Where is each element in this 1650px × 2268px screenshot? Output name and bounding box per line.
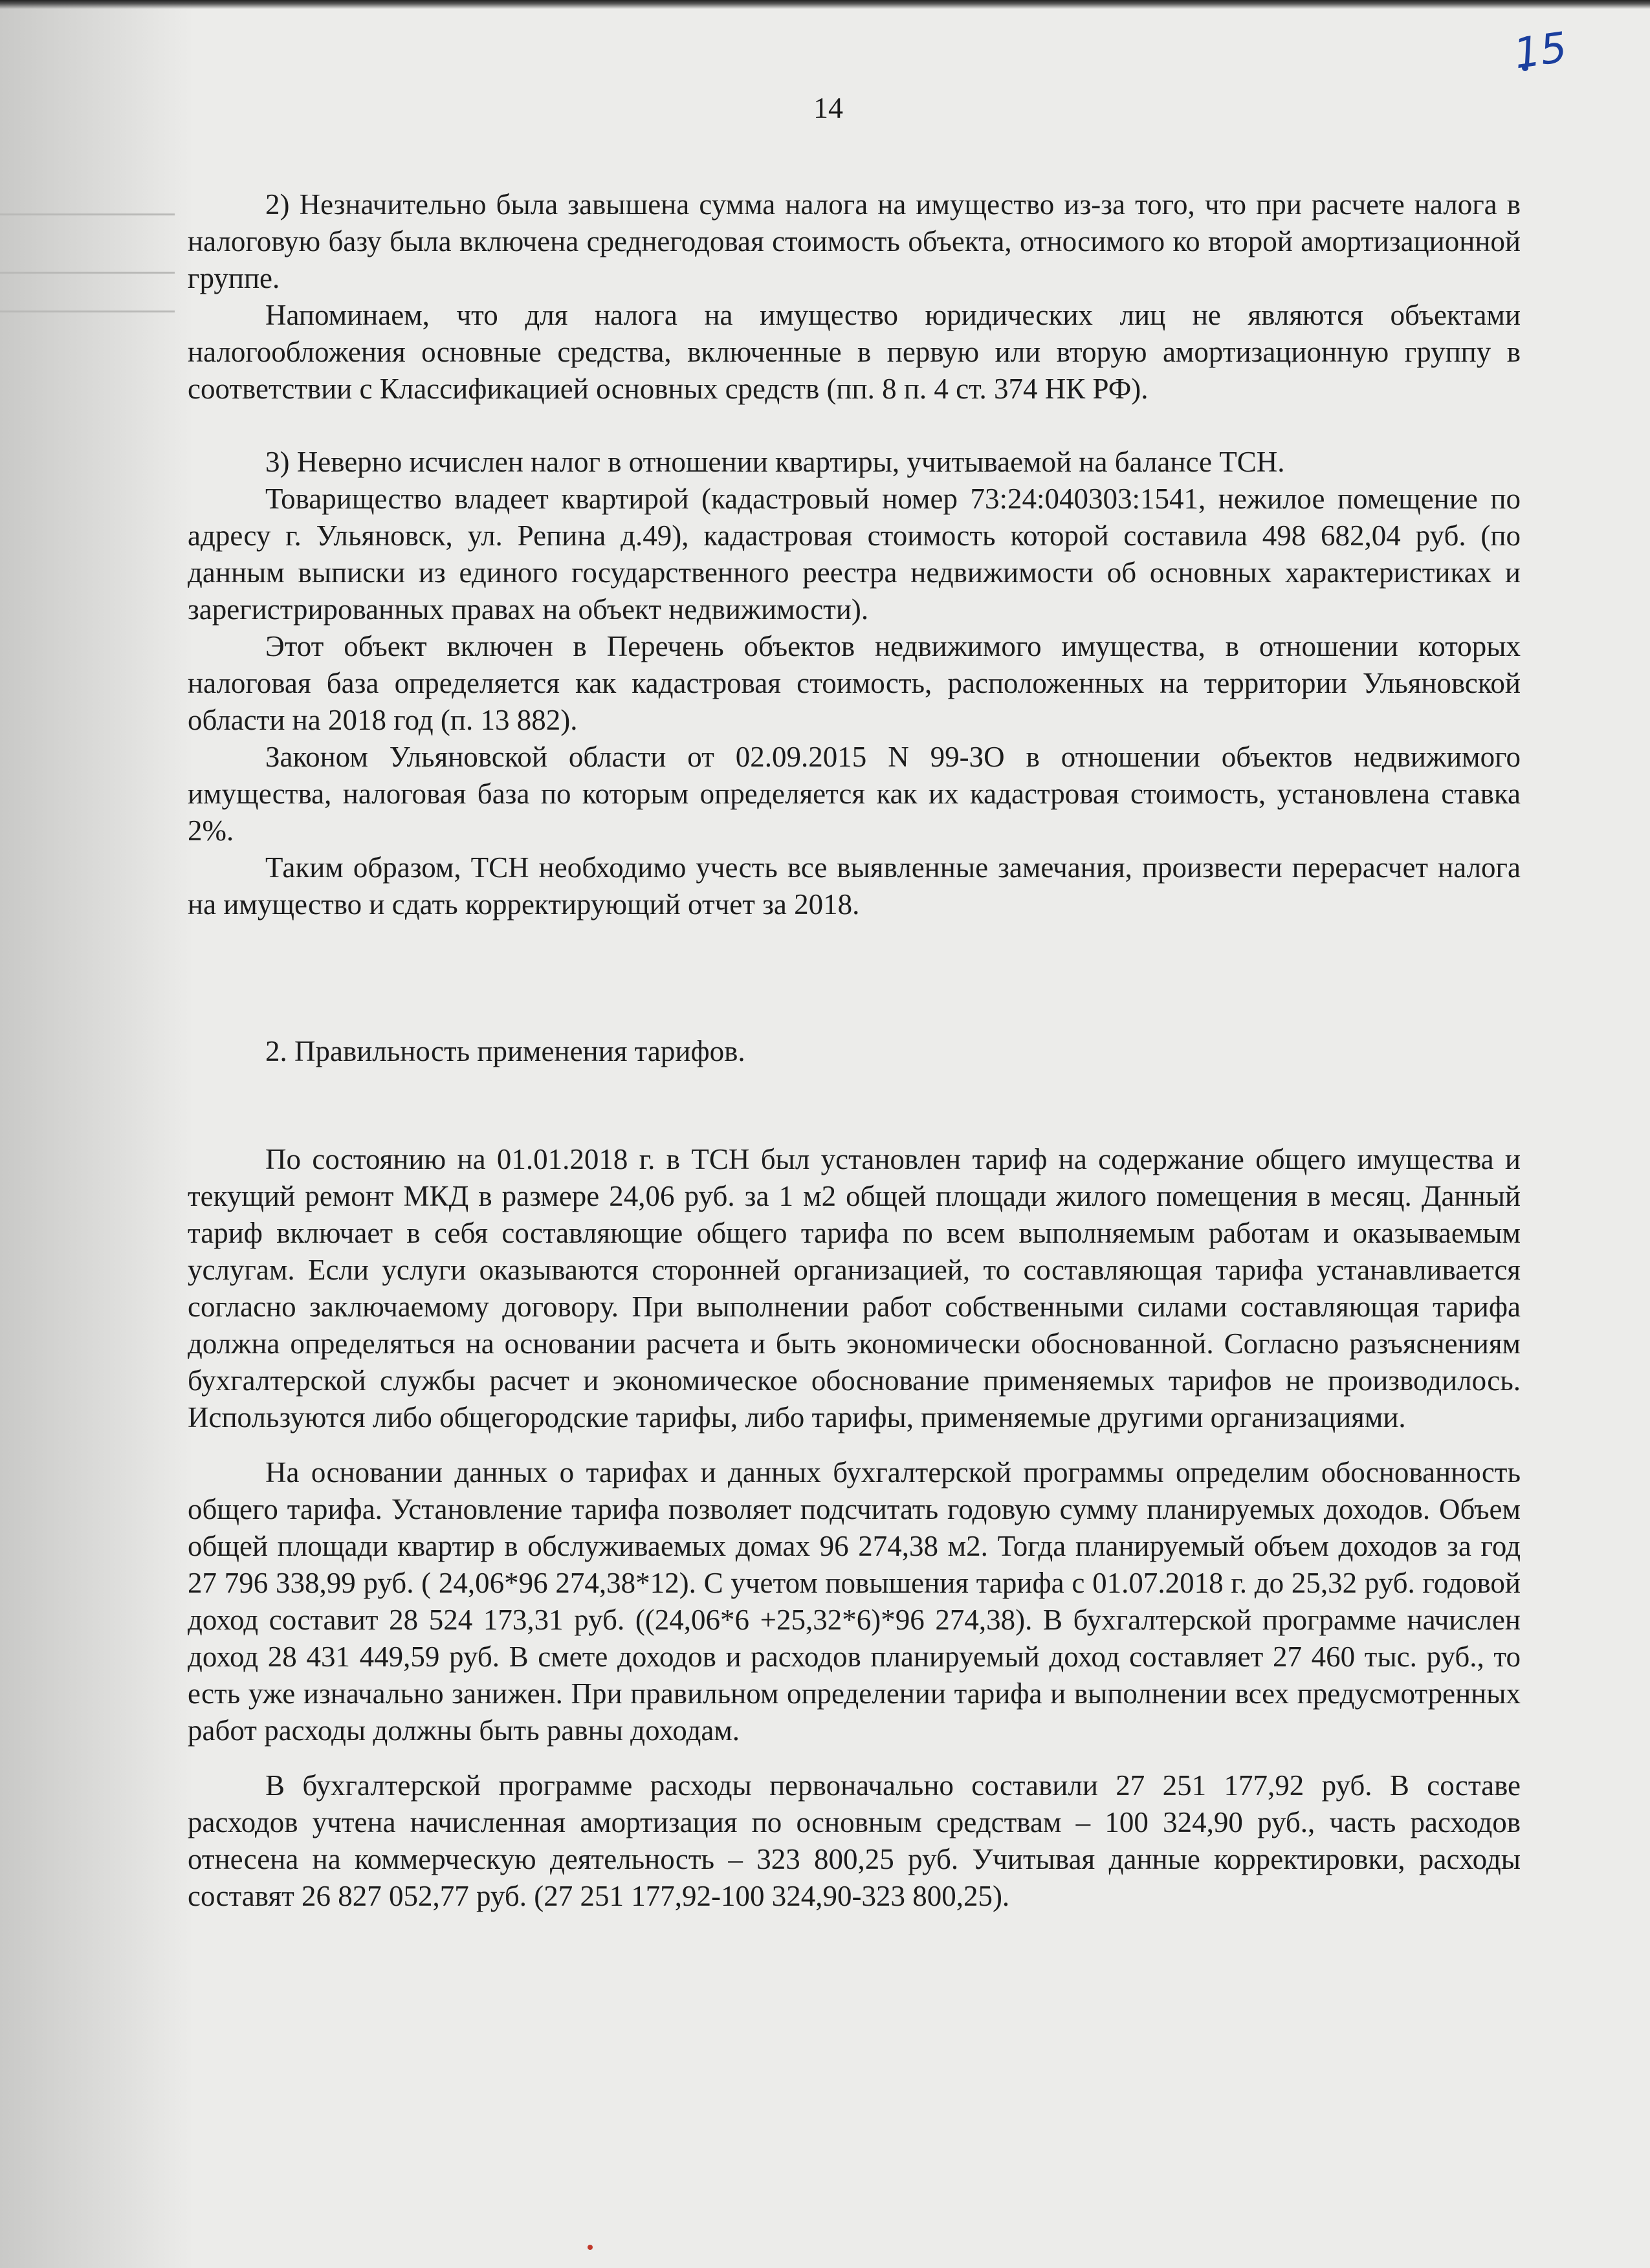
paragraph: В бухгалтерской программе расходы первоначально составили 27 251 177,92 руб. В составе расходов учтена начисленная амортизация по основным средствам – 100 324,90 руб., часть расходов отнесена на коммерческую деятельность – 323 800,25 руб. Учитывая данные корректировки, расходы составят 26 827 052,77 руб. (27 251 177,92-100 324,90-323 800,25). (188, 1769, 1521, 1912)
bleed-through-line (0, 272, 175, 274)
paragraph: По состоянию на 01.01.2018 г. в ТСН был установлен тариф на содержание общего имущества и текущий ремонт МКД в размере 24,06 руб. за 1 м2 общей площади жилого помещения в месяц. Данный тариф включает в себя составляющие общего тарифа по всем выполняемым работам и оказываемым услугам. Если услуги оказываются сторонней организацией, то составляющая тарифа устанавливается согласно заключаемому договору. При выполнении работ собственными силами составляющая тарифа должна определяться на основании расчета и быть экономически обоснованной. Согласно разъяснениям бухгалтерской службы расчет и экономическое обоснование применяемых тарифов не производилось. Используются либо общегородские тарифы, либо тарифы, применяемые другими организациями. (188, 1143, 1521, 1434)
paragraph: На основании данных о тарифах и данных бухгалтерской программы определим обоснованность общего тарифа. Установление тарифа позволяет подсчитать годовую сумму планируемых доходов. Объем общей площади квартир в обслуживаемых домах 96 274,38 м2. Тогда планируемый объем доходов за год 27 796 338,99 руб. ( 24,06*96 274,38*12). С учетом повышения тарифа с 01.07.2018 г. до 25,32 руб. годовой доход составит 28 524 173,31 руб. ((24,06*6 +25,32*6)*96 274,38). В бухгалтерской программе начислен доход 28 431 449,59 руб. В смете доходов и расходов планируемый доход составляет 27 460 тыс. руб., то есть уже изначально занижен. При правильном определении тарифа и выполнении всех предусмотренных работ расходы должны быть равны доходам. (188, 1456, 1521, 1747)
scan-top-edge (0, 0, 1650, 9)
page-number: 14 (813, 91, 843, 124)
scan-left-shadow (0, 0, 194, 2268)
section-heading: 2. Правильность применения тарифов. (265, 1035, 745, 1067)
spacer (188, 1070, 1521, 1141)
bleed-through-line (0, 213, 175, 215)
bleed-through-line (0, 311, 175, 312)
paragraph: Законом Ульяновской области от 02.09.2015 N 99-ЗО в отношении объектов недвижимого имущества, налоговая база по которым определяется как их кадастровая стоимость, установлена ставка 2%. (188, 741, 1521, 847)
spacer (188, 1436, 1521, 1454)
paragraph: Товарищество владеет квартирой (кадастровый номер 73:24:040303:1541, нежилое помещение по адресу г. Ульяновск, ул. Репина д.49), кадастровая стоимость которой составила 498 682,04 руб. (по данным выписки из единого государственного реестра недвижимости об основных характеристиках и зарегистрированных правах на объект недвижимости). (188, 483, 1521, 626)
spacer (188, 408, 1521, 444)
spacer (188, 923, 1521, 1033)
scan-speck (588, 2245, 593, 2250)
paragraph: 2) Незначительно была завышена сумма налога на имущество из-за того, что при расчете налога в налоговую базу была включена среднегодовая стоимость объекта, относимого ко второй амортизационной группе. (188, 188, 1521, 294)
paragraph: Таким образом, ТСН необходимо учесть все выявленные замечания, произвести перерасчет налога на имущество и сдать корректирующий отчет за 2018. (188, 851, 1521, 921)
spacer (188, 1749, 1521, 1767)
paragraph: Напоминаем, что для налога на имущество юридических лиц не являются объектами налогообложения основные средства, включенные в первую или вторую амортизационную группу в соответствии с Классификацией основных средств (пп. 8 п. 4 ст. 374 НК РФ). (188, 299, 1521, 405)
document-body (188, 186, 1521, 1915)
paragraph: 3) Неверно исчислен налог в отношении квартиры, учитываемой на балансе ТСН. (265, 446, 1285, 478)
paragraph: Этот объект включен в Перечень объектов недвижимого имущества, в отношении которых налоговая база определяется как кадастровая стоимость, расположенных на территории Ульяновской области на 2018 год (п. 13 882). (188, 630, 1521, 736)
handwritten-page-number: 15 (1511, 23, 1570, 79)
